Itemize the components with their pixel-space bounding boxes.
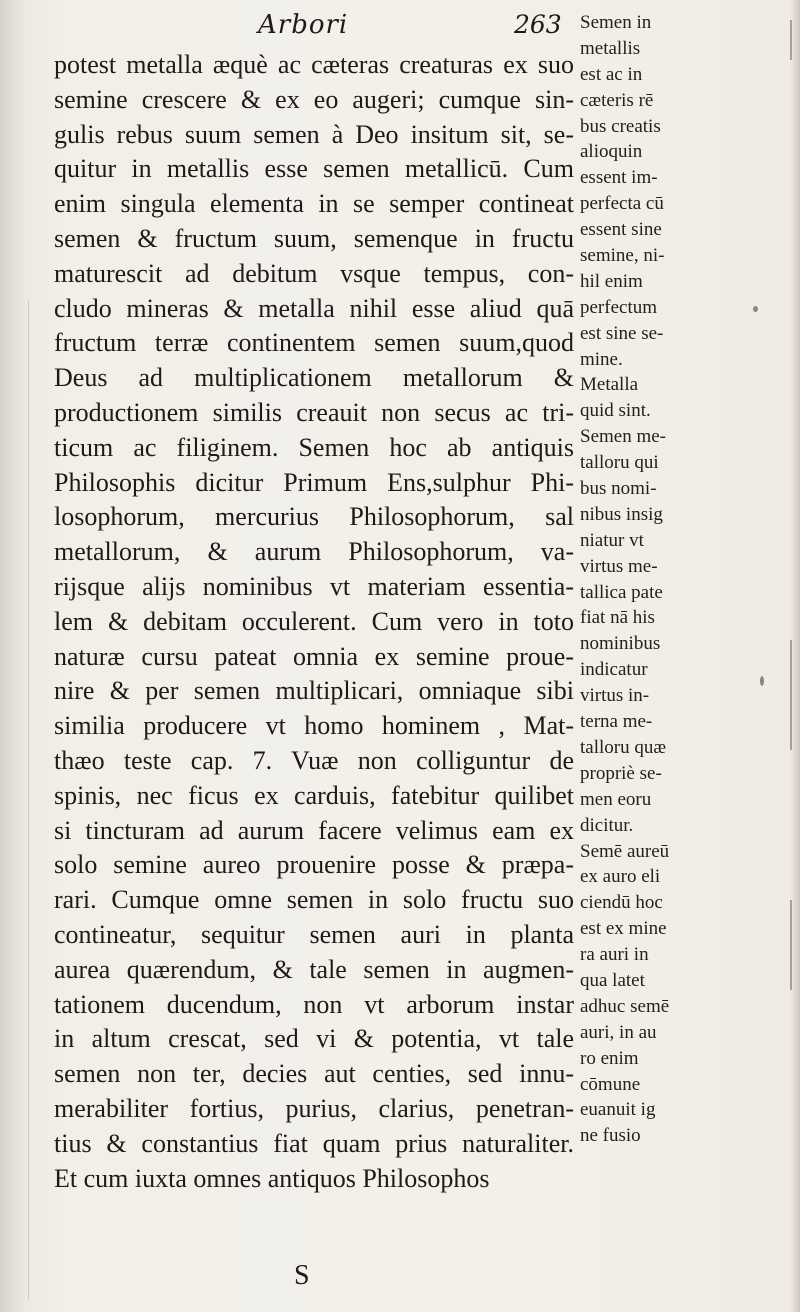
text-line: enim singula elementa in se semper contineat — [54, 189, 574, 219]
text-line: Philosophis dicitur Primum Ens,sulphur Phi- — [54, 467, 574, 497]
gutter-line — [28, 300, 29, 1300]
marginal-note-line: essent im- — [580, 167, 658, 189]
text-line: rijsque alijs nominibus vt materiam essentia- — [54, 571, 574, 601]
text-line: nire & per semen multiplicari, omniaque sibi — [54, 676, 574, 706]
marginal-note-line: talloru quæ — [580, 736, 667, 758]
text-line: gulis rebus suum semen à Deo insitum sit, se- — [54, 119, 574, 149]
marginal-note-line: men eoru — [580, 788, 652, 810]
binding-gutter — [0, 0, 26, 1312]
text-line: lem & debitam occulerent. Cum vero in toto — [54, 606, 574, 636]
marginal-note-line: adhuc semē — [580, 995, 670, 1017]
marginal-note-line: alioquin — [580, 141, 643, 163]
marginal-note-line: perfecta cū — [580, 193, 664, 215]
marginal-note-line: perfectum — [580, 296, 658, 318]
text-line: tationem ducendum, non vt arborum instar — [54, 989, 574, 1019]
marginal-note-line: Semē aureū — [580, 840, 670, 862]
marginal-note-line: qua latet — [580, 969, 645, 991]
marginal-note-line: nominibus — [580, 633, 661, 655]
running-head: Arbori — [258, 10, 349, 40]
text-line: aurea quærendum, & tale semen in augmen- — [54, 954, 574, 984]
text-line: spinis, nec ficus ex carduis, fatebitur quilibet — [54, 780, 574, 810]
marginal-note-line: essent sine — [580, 219, 662, 241]
marginal-note-line: semine, ni- — [580, 245, 665, 267]
marginal-note-line: bus nomi- — [580, 478, 657, 500]
text-line: si tincturam ad aurum facere velimus eam ex — [54, 815, 574, 845]
marginal-note-line: propriè se- — [580, 762, 662, 784]
marginal-note-line: ra auri in — [580, 944, 649, 966]
marginal-note-line: virtus in- — [580, 685, 650, 707]
text-line: thæo teste cap. 7. Vuæ non colliguntur de — [54, 745, 574, 775]
page-number: 263 — [514, 10, 562, 39]
marginal-note-line: Semen in — [580, 12, 652, 33]
text-line: contineatur, sequitur semen auri in planta — [54, 919, 574, 949]
marginal-note-line: indicatur — [580, 659, 648, 681]
marginal-note-line: cæteris rē — [580, 89, 654, 111]
text-line: rari. Cumque omne semen in solo fructu suo — [54, 885, 574, 915]
marginal-note-line: ro enim — [580, 1047, 639, 1069]
text-line: naturæ cursu pateat omnia ex semine proue- — [54, 641, 574, 671]
text-line: semine crescere & ex eo augeri; cumque sin- — [54, 84, 574, 114]
marginal-note-line: metallis — [580, 37, 641, 59]
marginal-note-line: hil enim — [580, 270, 643, 292]
text-line: losophorum, mercurius Philosophorum, sal — [54, 502, 574, 532]
marginal-note-line: bus creatis — [580, 115, 661, 137]
text-line: Deus ad multiplicationem metallorum & — [54, 363, 574, 393]
text-line: metallorum, & aurum Philosophorum, va- — [54, 537, 574, 567]
text-line: potest metalla æquè ac cæteras creaturas ex suo — [54, 50, 574, 79]
marginal-note-line: virtus me- — [580, 555, 658, 577]
signature-mark: S — [294, 1260, 310, 1291]
text-line: ticum ac filiginem. Semen hoc ab antiquis — [54, 432, 574, 462]
marginal-notes — [580, 10, 780, 1149]
marginal-note-line: terna me- — [580, 711, 653, 733]
edge-mark — [790, 20, 792, 60]
edge-mark — [790, 640, 792, 750]
text-line: fructum terræ continentem semen suum,quod — [54, 328, 574, 358]
marginal-note-line: tallica pate — [580, 581, 663, 603]
marginal-note-line: dicitur. — [580, 814, 634, 836]
marginal-note-line: euanuit ig — [580, 1099, 656, 1121]
marginal-note-line: talloru qui — [580, 452, 659, 474]
marginal-note-line: fiat nā his — [580, 607, 655, 629]
marginal-note-line: nibus insig — [580, 503, 663, 525]
text-line: maturescit ad debitum vsque tempus, con- — [54, 258, 574, 288]
marginal-note-line: cōmune — [580, 1073, 641, 1095]
text-line: in altum crescat, sed vi & potentia, vt tale — [54, 1024, 574, 1054]
marginal-note-line: Metalla — [580, 374, 639, 396]
marginal-note-line: mine. — [580, 348, 623, 370]
text-line: merabiliter fortius, purius, clarius, penetran- — [54, 1093, 574, 1123]
text-line: Et cum iuxta omnes antiquos Philosophos — [54, 1163, 490, 1193]
edge-mark — [790, 900, 792, 990]
marginal-note-line: est ex mine — [580, 918, 667, 940]
marginal-note-line: Semen me- — [580, 426, 667, 448]
marginal-note-line: est ac in — [580, 63, 643, 85]
text-line: semen & fructum suum, semenque in fructu — [54, 223, 574, 253]
marginal-note-line: auri, in au — [580, 1021, 657, 1043]
text-line: quitur in metallis esse semen metallicū. Cum — [54, 154, 574, 184]
marginal-note-line: est sine se- — [580, 322, 664, 344]
text-line: cludo mineras & metalla nihil esse aliud quā — [54, 293, 574, 323]
marginal-note-line: ciendū hoc — [580, 892, 663, 914]
marginal-note-line: quid sint. — [580, 400, 651, 422]
marginal-note-line: ex auro eli — [580, 866, 661, 888]
text-line: productionem similis creauit non secus ac tri- — [54, 397, 574, 427]
text-line: similia producere vt homo hominem , Mat- — [54, 711, 574, 741]
text-line: tius & constantius fiat quam prius naturaliter. — [54, 1128, 574, 1158]
text-line: solo semine aureo prouenire posse & præpa- — [54, 850, 574, 880]
marginal-note-line: ne fusio — [580, 1125, 641, 1147]
marginal-note-line: niatur vt — [580, 529, 644, 551]
main-text-block — [54, 48, 574, 1196]
text-line: semen non ter, decies aut centies, sed innu- — [54, 1059, 574, 1089]
